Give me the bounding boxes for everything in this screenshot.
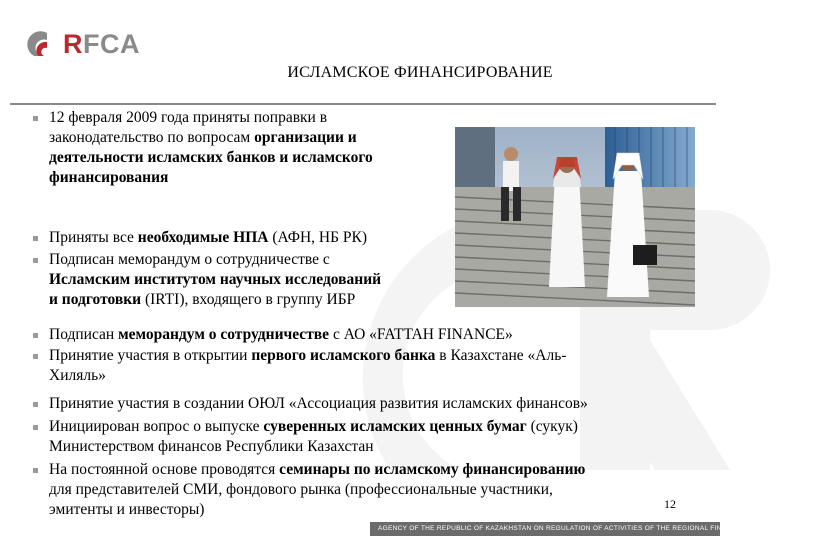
- text-segment: законодательство по вопросам: [49, 129, 255, 146]
- bullet-text-line: [49, 394, 588, 414]
- bullet-text: [49, 460, 585, 520]
- text-segment: суверенных исламских ценных бумаг: [263, 418, 527, 435]
- bullet-marker-icon: [30, 250, 40, 270]
- text-segment: Министерством финансов Республики Казахстан: [49, 438, 374, 455]
- text-segment: первого исламского банка: [251, 347, 436, 364]
- bullet-text-line: [49, 250, 381, 270]
- bullet-marker-icon: [30, 346, 40, 366]
- text-segment: с АО «FATTAH FINANCE»: [329, 326, 513, 343]
- bullet-text-line: [49, 500, 585, 520]
- text-segment: Принятие участия в создании ОЮЛ «Ассоциация развития исламских финансов»: [49, 395, 588, 412]
- bullet-text: [49, 228, 367, 248]
- bullet-text-line: [49, 480, 585, 500]
- business-people-photo: [455, 127, 695, 307]
- text-segment: Хиляль»: [49, 367, 106, 384]
- page-title: ИСЛАМСКОЕ ФИНАНСИРОВАНИЕ: [287, 64, 553, 81]
- text-segment: семинары по исламскому финансированию: [279, 461, 586, 478]
- text-segment: меморандум о сотрудничестве: [118, 326, 330, 343]
- rfca-logo-text: [63, 28, 140, 60]
- rfca-logo-mark-icon: [30, 28, 62, 60]
- rfca-logo: [30, 28, 140, 60]
- bullet-marker-icon: [30, 394, 40, 414]
- bullet-text: [49, 417, 578, 457]
- bullet-text-line: [49, 270, 381, 290]
- bullet-text-line: [49, 417, 578, 437]
- bullet-text-line: [49, 168, 373, 188]
- bullet-marker-icon: [30, 417, 40, 437]
- text-segment: организации и: [254, 129, 357, 146]
- text-segment: Принятие участия в открытии: [49, 347, 252, 364]
- bullet-marker-icon: [30, 460, 40, 480]
- bullet-text: [49, 325, 513, 345]
- bullet-text-line: [49, 108, 373, 128]
- bullet-text-line: [49, 437, 578, 457]
- text-segment: деятельности исламских банков и исламского: [49, 149, 373, 166]
- text-segment: для представителей СМИ, фондового рынка (профессиональные участники,: [49, 481, 553, 498]
- text-segment: (АФН, НБ РК): [268, 229, 368, 246]
- logo-letter-r: R: [63, 29, 83, 59]
- footer-agency-band: AGENCY OF THE REPUBLIC OF KAZAKHSTAN ON REGULATION OF ACTIVITIES OF THE REGIONAL FINANCIAL CENTRE OF ALMATY CITY: [370, 522, 720, 536]
- text-segment: На постоянной основе проводятся: [49, 461, 280, 478]
- text-segment: 12 февраля 2009 года приняты поправки в: [49, 109, 328, 126]
- bullet-text-line: [49, 460, 585, 480]
- text-segment: (IRTI), входящего в группу ИБР: [141, 291, 356, 308]
- text-segment: в Казахстане «Аль-: [435, 347, 567, 364]
- bullet-text-line: [49, 366, 566, 386]
- bullet-text-line: [49, 128, 373, 148]
- bullet-marker-icon: [30, 108, 40, 128]
- text-segment: Подписан меморандум о сотрудничестве с: [49, 251, 330, 268]
- bullet-text-line: [49, 346, 566, 366]
- text-segment: и подготовки: [49, 291, 142, 308]
- bullet-text-line: [49, 290, 381, 310]
- bullet-text: [49, 108, 373, 188]
- text-segment: эмитенты и инвесторы): [49, 501, 205, 518]
- text-segment: Инициирован вопрос о выпуске: [49, 418, 264, 435]
- text-segment: финансирования: [49, 169, 169, 186]
- page-number: 12: [664, 497, 676, 511]
- bullet-marker-icon: [30, 325, 40, 345]
- bullet-text-line: [49, 228, 367, 248]
- text-segment: Исламским институтом научных исследований: [49, 271, 382, 288]
- text-segment: Приняты все: [49, 229, 138, 246]
- text-segment: (сукук): [526, 418, 578, 435]
- logo-letters-fca: FCA: [83, 29, 140, 59]
- text-segment: Подписан: [49, 326, 119, 343]
- bullet-text: [49, 346, 566, 386]
- text-segment: необходимые НПА: [137, 229, 269, 246]
- bullet-text-line: [49, 148, 373, 168]
- title-divider: [10, 103, 716, 105]
- bullet-text: [49, 250, 381, 310]
- bullet-text: [49, 394, 588, 414]
- bullet-marker-icon: [30, 228, 40, 248]
- bullet-text-line: [49, 325, 513, 345]
